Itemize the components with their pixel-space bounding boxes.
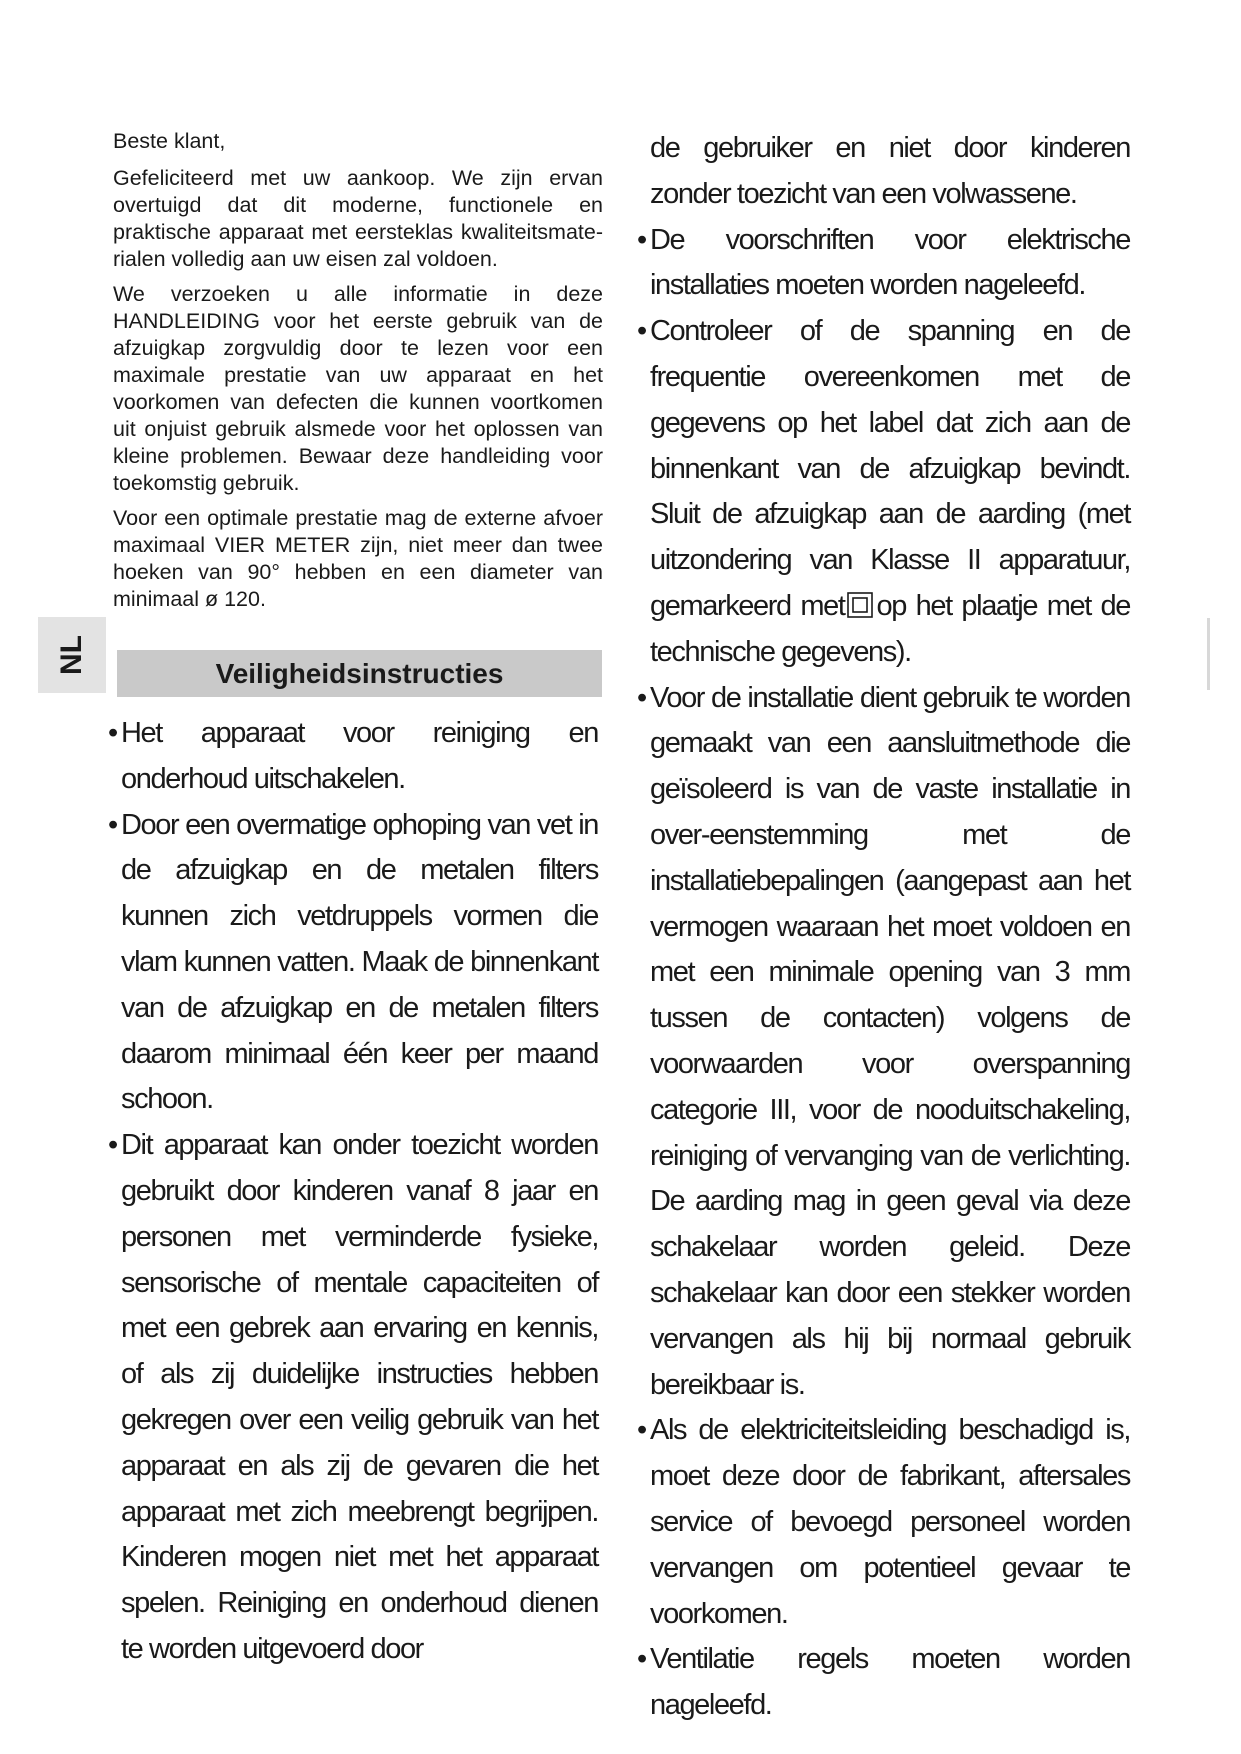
- safety-item: [637, 218, 1130, 310]
- section-title: Veiligheidsinstructies: [215, 657, 504, 689]
- bullet-marker: •: [637, 223, 646, 256]
- safety-item-text: Ventilatie regels moeten worden nageleefd.: [650, 1643, 1130, 1722]
- language-tab: [38, 617, 106, 693]
- section-header: [117, 650, 602, 697]
- safety-item: [108, 711, 598, 803]
- safety-item-text: op het plaatje met de technische gegevens).: [650, 589, 1130, 668]
- safety-item-text: Voor de installatie dient gebruik te worden gemaakt van een aansluitmethode die geïsoleerd is van de vaste installatie in over-eenstemming met de installatiebepalingen (aangepast aan het vermogen waaraan het moet voldoen en met een minimale opening van 3 mm tussen de contacten) volgens de voorwaarden voor overspanning categorie III, voor de nooduitschakeling, reiniging of vervanging van de verlichting. De aarding mag in geen geval via deze schakelaar worden geleid. Deze schakelaar kan door een stekker worden vervangen als hij bij normaal gebruik bereikbaar is.: [650, 681, 1130, 1401]
- language-tab-label: NL: [55, 635, 88, 675]
- safety-item: [108, 803, 598, 1124]
- safety-item: [637, 676, 1130, 1409]
- safety-item-text: Door een overmatige ophoping van vet in de afzuigkap en de metalen filters kunnen zich vetdruppels vormen die vlam kunnen vatten. Maak de binnenkant van de afzuigkap en de metalen filters daarom minimaal één keer per maand schoon.: [121, 808, 598, 1116]
- safety-list-left: [108, 711, 598, 1673]
- safety-item-text: Controleer of de spanning en de frequentie overeenkomen met de gegevens op het label dat zich aan de binnenkant van de afzuigkap bevindt. Sluit de afzuigkap aan de aarding (met uitzondering van Klasse II apparatuur, gemarkeerd met: [650, 315, 1130, 622]
- intro-paragraph-3: Voor een optimale prestatie mag de externe afvoer maximaal VIER METER zijn, niet meer dan twee hoeken van 90° hebben en een diameter van minimaal ø 120.: [113, 506, 603, 611]
- bullet-marker: •: [637, 681, 646, 714]
- safety-item-text: De voorschriften voor elektrische installaties moeten worden nageleefd.: [650, 223, 1130, 302]
- intro-column: [113, 128, 603, 621]
- intro-paragraph-1: Gefeliciteerd met uw aankoop. We zijn ervan overtuigd dat dit moderne, functionele en praktische apparaat met eersteklas kwaliteitsmate-rialen volledig aan uw eisen zal voldoen.: [113, 166, 603, 271]
- intro-paragraph-2: We verzoeken u alle informatie in deze HANDLEIDING voor het eerste gebruik van de afzuigkap zorgvuldig door te lezen voor een maximale prestatie van uw apparaat en het voorkomen van defecten die kunnen voortkomen uit onjuist gebruik alsmede voor het oplossen van kleine problemen. Bewaar deze handleiding voor toekomstig gebruik.: [113, 282, 603, 495]
- safety-item: [637, 309, 1130, 675]
- bullet-marker: •: [637, 1643, 646, 1676]
- safety-item-continuation: [641, 126, 1130, 218]
- bullet-marker: •: [108, 717, 117, 749]
- safety-list-right: [637, 126, 1130, 1729]
- safety-item: [637, 1637, 1130, 1729]
- safety-item-text: Dit apparaat kan onder toezicht worden gebruikt door kinderen vanaf 8 jaar en personen met verminderde fysieke, sensorische of mentale capaciteiten of met een gebrek aan ervaring en kennis, of als zij duidelijke instructies hebben gekregen over een veilig gebruik van het apparaat en als zij de gevaren die het apparaat met zich meebrengt begrijpen. Kinderen mogen niet met het apparaat spelen. Reiniging en onderhoud dienen te worden uitgevoerd door: [121, 1129, 598, 1665]
- safety-item: [108, 1123, 598, 1673]
- safety-item-text: Als de elektriciteitsleiding beschadigd is, moet deze door de fabrikant, aftersales service of bevoegd personeel worden vervangen om potentieel gevaar te voorkomen.: [650, 1414, 1130, 1630]
- bullet-marker: •: [637, 1414, 646, 1447]
- bullet-marker: •: [108, 1129, 117, 1162]
- double-insulation-icon: [847, 587, 873, 613]
- bullet-marker: •: [108, 808, 117, 841]
- page-edge-mark: [1207, 618, 1210, 690]
- greeting: Beste klant,: [113, 129, 226, 153]
- bullet-marker: •: [637, 315, 646, 348]
- safety-item-text: Het apparaat voor reiniging en onderhoud uitschakelen.: [121, 717, 598, 795]
- safety-item: [637, 1408, 1130, 1637]
- safety-item-text: de gebruiker en niet door kinderen zonder toezicht van een volwassene.: [650, 132, 1130, 210]
